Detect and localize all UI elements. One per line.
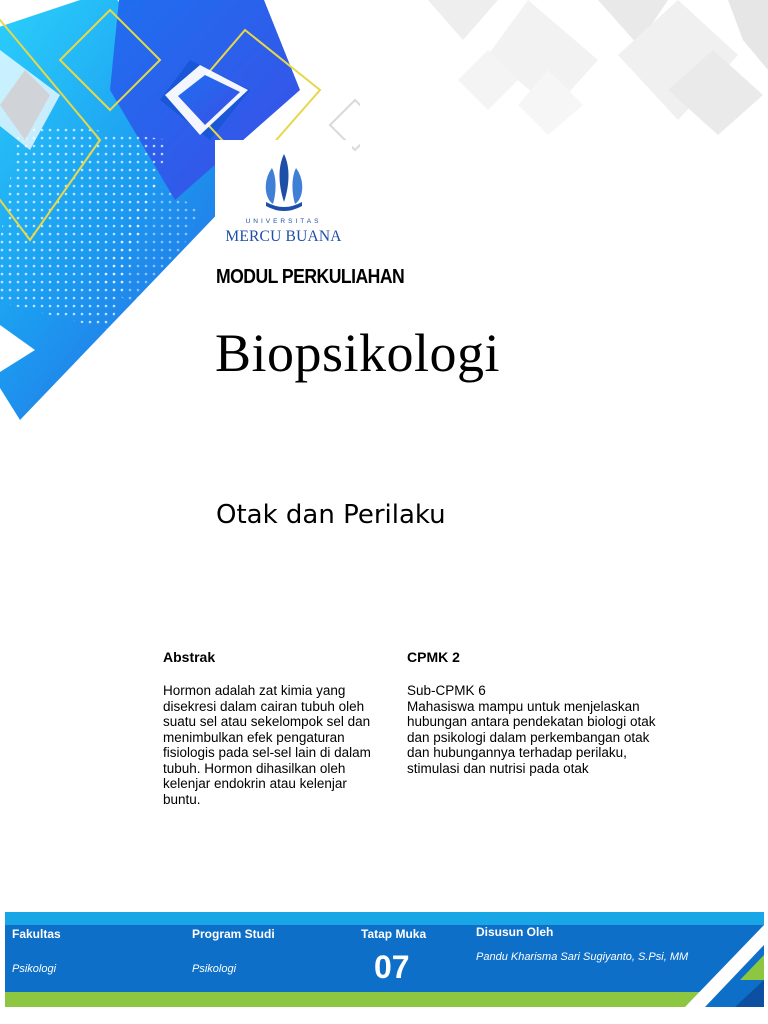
footer-info-band bbox=[5, 912, 764, 1007]
course-title: Biopsikologi bbox=[215, 323, 501, 383]
abstract-line: tubuh. Hormon dihasilkan oleh bbox=[163, 760, 346, 776]
cpmk-line: Mahasiswa mampu untuk menjelaskan bbox=[407, 698, 640, 714]
abstract-body bbox=[163, 683, 395, 807]
topic-title: Otak dan Perilaku bbox=[216, 500, 446, 530]
logo-university-name: MERCU BUANA bbox=[225, 228, 342, 245]
logo-university-caption: UNIVERSITAS bbox=[245, 218, 322, 225]
cpmk-line: Sub-CPMK 6 bbox=[407, 683, 486, 698]
cpmk-body bbox=[407, 683, 677, 776]
cpmk-line: stimulasi dan nutrisi pada otak bbox=[407, 760, 589, 776]
cpmk-line: dan hubungannya terhadap perilaku, bbox=[407, 745, 627, 760]
study-program-label: Program Studi bbox=[192, 927, 275, 941]
meeting-number: 07 bbox=[374, 949, 410, 985]
meeting-label: Tatap Muka bbox=[361, 927, 427, 941]
cpmk-line: dan psikologi dalam perkembangan otak bbox=[407, 729, 650, 745]
abstract-line: kelenjar endokrin atau kelenjar bbox=[163, 776, 347, 791]
university-logo-emblem-icon bbox=[260, 154, 308, 214]
abstract-line: menimbulkan efek pengaturan bbox=[163, 729, 345, 745]
study-program-value: Psikologi bbox=[192, 963, 237, 975]
footer-corner-decoration bbox=[685, 925, 764, 1007]
cpmk-line: hubungan antara pendekatan biologi otak bbox=[407, 714, 656, 729]
university-logo bbox=[215, 140, 352, 248]
author-value: Pandu Kharisma Sari Sugiyanto, S.Psi, MM bbox=[476, 951, 689, 963]
abstract-line: suatu sel atau sekelompok sel dan bbox=[163, 714, 371, 729]
faculty-label: Fakultas bbox=[12, 927, 61, 941]
author-label: Disusun Oleh bbox=[476, 925, 554, 939]
abstract-line: fisiologis pada sel-sel lain di dalam bbox=[163, 745, 371, 760]
abstract-line: buntu. bbox=[163, 791, 201, 807]
faculty-value: Psikologi bbox=[12, 963, 57, 975]
abstract-heading: Abstrak bbox=[163, 649, 216, 665]
decorative-diamond-pattern-right bbox=[368, 0, 768, 140]
footer-top-stripe bbox=[5, 912, 764, 925]
cpmk-heading: CPMK 2 bbox=[407, 649, 460, 665]
module-label: MODUL PERKULIAHAN bbox=[216, 266, 405, 288]
abstract-line: disekresi dalam cairan tubuh oleh bbox=[163, 698, 365, 714]
abstract-line: Hormon adalah zat kimia yang bbox=[163, 683, 346, 698]
footer-bottom-stripe bbox=[5, 992, 764, 1007]
